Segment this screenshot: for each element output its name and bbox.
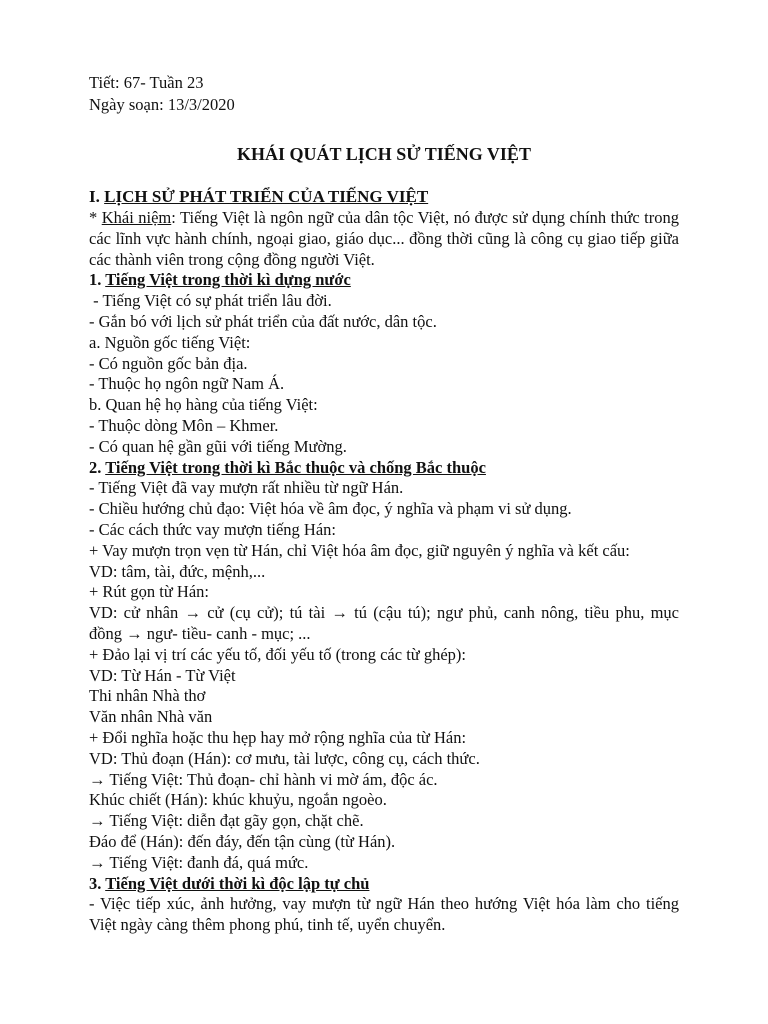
document-title: KHÁI QUÁT LỊCH SỬ TIẾNG VIỆT xyxy=(237,144,531,164)
definition-paragraph xyxy=(89,208,679,270)
part-2-line: → Tiếng Việt: đanh đá, quá mức. xyxy=(89,852,309,872)
lesson-line: Tiết: 67- Tuần 23 xyxy=(89,73,204,92)
part-3-title: Tiếng Việt dưới thời kì độc lập tự chủ xyxy=(105,873,370,893)
part-1-line: - Thuộc dòng Môn – Khmer. xyxy=(89,415,279,435)
part-2-heading xyxy=(89,458,679,479)
part-2-line: → Tiếng Việt: Thủ đoạn- chỉ hành vi mờ ám, độc ác. xyxy=(89,769,438,789)
part-1-heading xyxy=(89,270,679,291)
part-2-line: VD: Thủ đoạn (Hán): cơ mưu, tài lược, công cụ, cách thức. xyxy=(89,748,480,768)
part-1-line: b. Quan hệ họ hàng của tiếng Việt: xyxy=(89,395,318,415)
part-2-number: 2. xyxy=(89,457,106,477)
part-1-line: - Tiếng Việt có sự phát triển lâu đời. xyxy=(89,291,332,311)
part-2-line: - Tiếng Việt đã vay mượn rất nhiều từ ngữ Hán. xyxy=(89,478,404,498)
document-page xyxy=(89,72,679,936)
section-1-title: LỊCH SỬ PHÁT TRIỂN CỦA TIẾNG VIỆT xyxy=(104,187,429,206)
part-3-heading xyxy=(89,874,679,895)
part-2-line: Đáo để (Hán): đến đáy, đến tận cùng (từ Hán). xyxy=(89,831,396,851)
part-2-line: Thi nhân Nhà thơ xyxy=(89,686,206,706)
part-2-line: Văn nhân Nhà văn xyxy=(89,707,213,727)
part-1-line: a. Nguồn gốc tiếng Việt: xyxy=(89,332,251,352)
part-1-line: - Có nguồn gốc bản địa. xyxy=(89,353,248,373)
part-2-example-line: đồng → ngư- tiều- canh - mục; ... xyxy=(89,623,311,643)
part-1-number: 1. xyxy=(89,270,106,290)
part-2-line: VD: Từ Hán - Từ Việt xyxy=(89,665,236,685)
part-2-line: Khúc chiết (Hán): khúc khuỷu, ngoắn ngoèo. xyxy=(89,790,387,810)
part-2-line: + Vay mượn trọn vẹn từ Hán, chỉ Việt hóa âm đọc, giữ nguyên ý nghĩa và kết cấu: xyxy=(89,540,630,560)
definition-term: Khái niệm xyxy=(101,208,172,227)
part-2-line: - Các cách thức vay mượn tiếng Hán: xyxy=(89,519,336,539)
date-line: Ngày soạn: 13/3/2020 xyxy=(89,95,235,114)
part-2-title: Tiếng Việt trong thời kì Bắc thuộc và chống Bắc thuộc xyxy=(105,457,486,477)
part-2-line: + Đổi nghĩa hoặc thu hẹp hay mở rộng nghĩa của từ Hán: xyxy=(89,727,467,747)
definition-text: : Tiếng Việt là ngôn ngữ của dân tộc Việt, nó được sử dụng chính thức trong các lĩnh vực hành chính, ngoại giao, giáo dục... đồng thời cũng là công cụ giao tiếp giữa các thành viên trong cộng đồng người Việt. xyxy=(89,208,680,269)
part-1-line: - Thuộc họ ngôn ngữ Nam Á. xyxy=(89,374,285,394)
part-2-line: → Tiếng Việt: diễn đạt gãy gọn, chặt chẽ. xyxy=(89,811,364,831)
part-2-line: + Đảo lại vị trí các yếu tố, đối yếu tố (trong các từ ghép): xyxy=(89,644,467,664)
part-3-number: 3. xyxy=(89,873,106,893)
section-1-heading xyxy=(89,186,679,208)
part-1-title: Tiếng Việt trong thời kì dựng nước xyxy=(105,270,351,290)
definition-prefix: * xyxy=(89,208,102,227)
part-1-line: - Gắn bó với lịch sử phát triển của đất nước, dân tộc. xyxy=(89,311,437,331)
part-2-line: - Chiều hướng chủ đạo: Việt hóa về âm đọc, ý nghĩa và phạm vi sử dụng. xyxy=(89,499,572,519)
part-2-line: VD: tâm, tài, đức, mệnh,... xyxy=(89,561,266,581)
part-3-paragraph: - Việc tiếp xúc, ảnh hưởng, vay mượn từ ngữ Hán theo hướng Việt hóa làm cho tiếng Việt ngày càng thêm phong phú, tinh tế, uyển chuyển. xyxy=(89,894,679,935)
part-1-line: - Có quan hệ gần gũi với tiếng Mường. xyxy=(89,436,347,456)
section-1-number: I. xyxy=(89,187,105,206)
part-2-line: + Rút gọn từ Hán: xyxy=(89,582,209,602)
part-2-example-line: VD: cử nhân → cử (cụ cử); tú tài → tú (cậu tú); ngư phủ, canh nông, tiều phu, mục xyxy=(89,603,679,623)
